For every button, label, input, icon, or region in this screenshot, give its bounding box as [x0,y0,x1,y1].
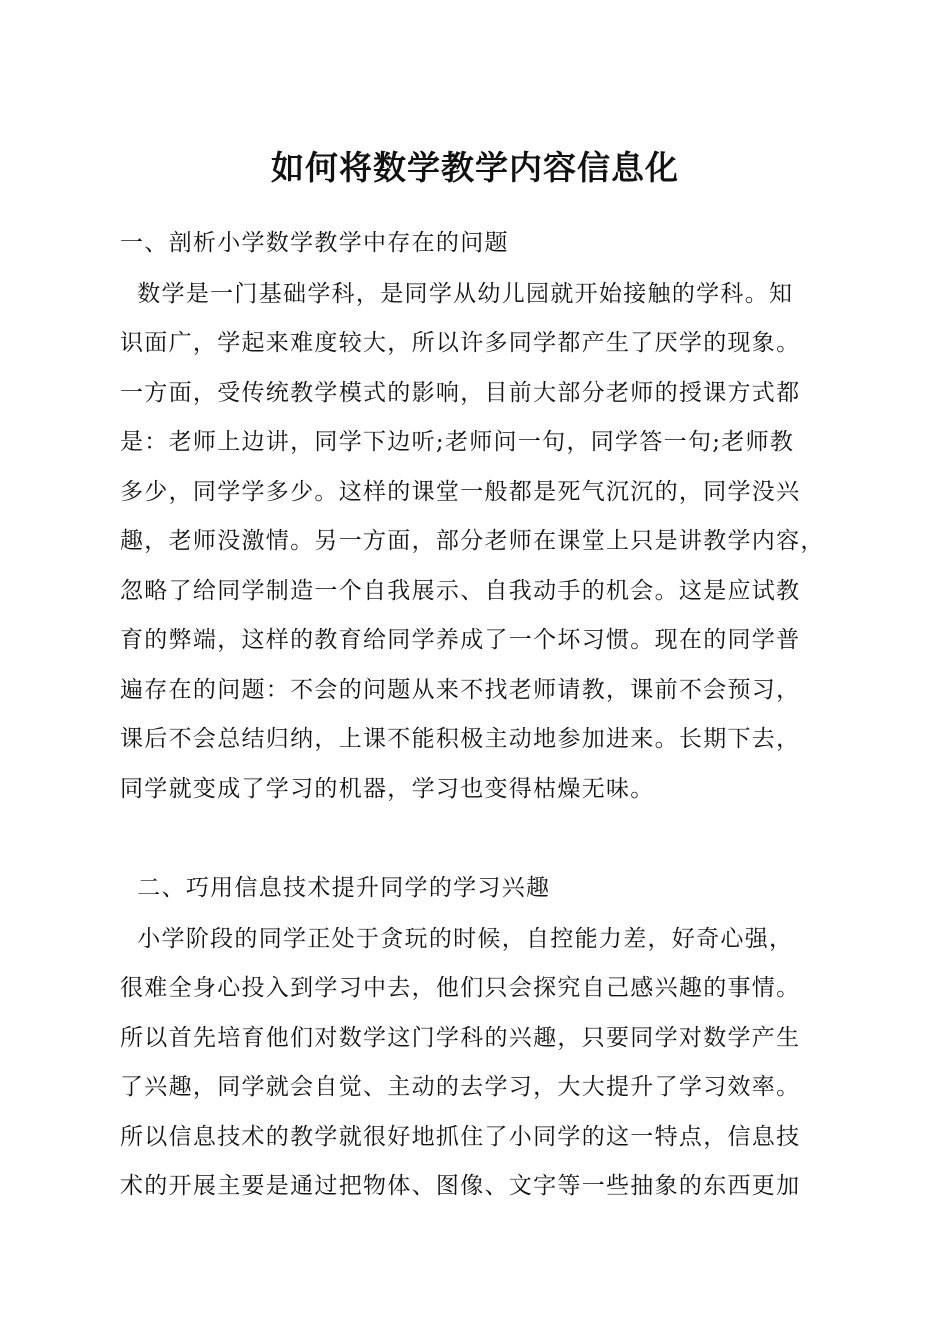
section-1-line: 多少，同学学多少。这样的课堂一般都是死气沉沉的，同学没兴 [120,479,801,505]
section-1-line: 遍存在的问题：不会的问题从来不找老师请教，课前不会预习， [120,677,801,703]
document-title: 如何将数学教学内容信息化 [271,148,679,187]
section-2-line: 小学阶段的同学正处于贪玩的时候，自控能力差，好奇心强， [120,926,794,952]
section-1-line: 识面广，学起来难度较大，所以许多同学都产生了厌学的现象。 [120,330,801,356]
section-1-line: 是：老师上边讲，同学下边听;老师问一句，同学答一句;老师教 [120,429,795,455]
section-1-heading: 一、剖析小学数学教学中存在的问题 [120,230,509,256]
section-1-line: 趣，老师没激情。另一方面，部分老师在课堂上只是讲教学内容， [120,528,825,554]
section-2-line: 很难全身心投入到学习中去，他们只会探究自己感兴趣的事情。 [120,975,801,1001]
section-2-heading: 二、巧用信息技术提升同学的学习兴趣 [120,875,551,901]
section-1-line: 忽略了给同学制造一个自我展示、自我动手的机会。这是应试教 [120,578,801,604]
section-2-line: 所以信息技术的教学就很好地抓住了小同学的这一特点，信息技 [120,1124,801,1150]
section-1-line: 同学就变成了学习的机器，学习也变得枯燥无味。 [120,776,655,802]
section-2-line: 所以首先培育他们对数学这门学科的兴趣，只要同学对数学产生 [120,1025,801,1051]
section-1-line: 课后不会总结归纳，上课不能积极主动地参加进来。长期下去， [120,726,801,752]
section-1-line: 数学是一门基础学科，是同学从幼儿园就开始接触的学科。知 [120,281,794,307]
section-2-line: 了兴趣，同学就会自觉、主动的去学习，大大提升了学习效率。 [120,1074,801,1100]
section-2-line: 术的开展主要是通过把物体、图像、文字等一些抽象的东西更加 [120,1173,801,1199]
section-1-line: 育的弊端，这样的教育给同学养成了一个坏习惯。现在的同学普 [120,627,801,653]
section-1-line: 一方面，受传统教学模式的影响，目前大部分老师的授课方式都 [120,380,801,406]
